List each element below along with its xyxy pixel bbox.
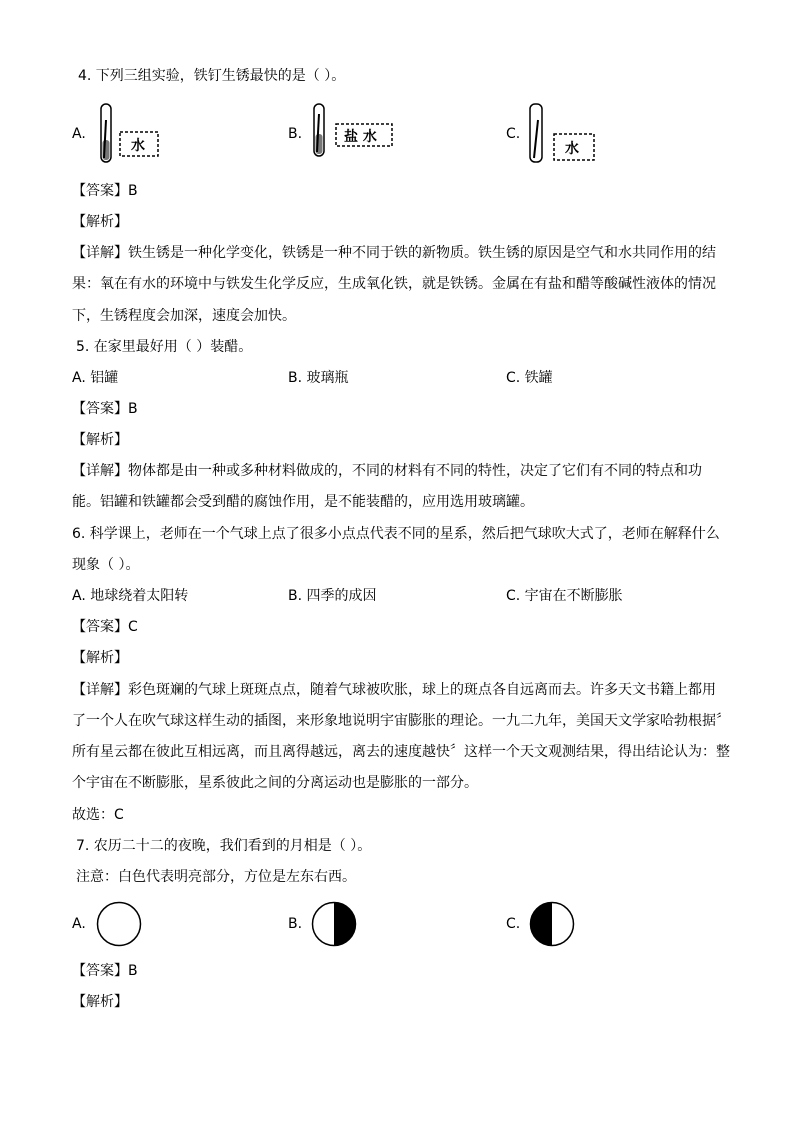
q4-option-b-figure bbox=[308, 100, 398, 162]
q7-option-c-letter: C. bbox=[506, 916, 521, 932]
q6-stem-line-1: 6. 科学课上，老师在一个气球上点了很多小点点代表不同的星系，然后把气球吹大式了，老师在解释什么 bbox=[72, 526, 720, 542]
q6-detail-line-3: 所有星云都在彼此互相远离，而且离得越远，离去的速度越快〞这样一个天文观测结果，得出结论认为：整 bbox=[72, 744, 730, 760]
q6-option-b: B. 四季的成因 bbox=[288, 588, 377, 604]
q4-detail-line-3: 下，生锈程度会加深，速度会加快。 bbox=[72, 308, 296, 324]
q6-analysis: 【解析】 bbox=[72, 650, 128, 666]
q4-stem: 4. 下列三组实验，铁钉生锈最快的是（ ）。 bbox=[78, 68, 346, 84]
q6-detail-line-1: 【详解】彩色斑斓的气球上斑斑点点，随着气球被吹胀，球上的斑点各自远离而去。许多天文书籍上都用 bbox=[72, 682, 716, 698]
q4-option-a-figure bbox=[96, 100, 162, 168]
q4-option-b-letter: B. bbox=[288, 126, 303, 142]
moon-right-dark-icon bbox=[310, 900, 358, 948]
q6-stem-line-2: 现象（ ）。 bbox=[72, 557, 140, 573]
q5-option-a: A. 铝罐 bbox=[72, 370, 119, 386]
q4-option-c-figure bbox=[524, 100, 598, 166]
q6-detail-line-2: 了一个人在吹气球这样生动的插图，来形象地说明宇宙膨胀的理论。一九二九年，美国天文学家哈勃根据〞 bbox=[72, 713, 730, 729]
q5-analysis: 【解析】 bbox=[72, 432, 128, 448]
q4-analysis: 【解析】 bbox=[72, 214, 128, 230]
q4-option-a-letter: A. bbox=[72, 126, 86, 142]
moon-full-icon bbox=[95, 900, 143, 948]
q6-answer: 【答案】C bbox=[72, 619, 138, 635]
q4-detail-line-1: 【详解】铁生锈是一种化学变化，铁锈是一种不同于铁的新物质。铁生锈的原因是空气和水共同作用的结 bbox=[72, 245, 716, 261]
q7-option-b-letter: B. bbox=[288, 916, 303, 932]
q4-answer: 【答案】B bbox=[72, 183, 138, 199]
q4-option-c-letter: C. bbox=[506, 126, 521, 142]
q6-detail-line-4: 个宇宙在不断膨胀，星系彼此之间的分离运动也是膨胀的一部分。 bbox=[72, 775, 478, 791]
q4-c-box-label: 水 bbox=[565, 141, 579, 157]
moon-left-dark-icon bbox=[528, 900, 576, 948]
q7-option-a-letter: A. bbox=[72, 916, 86, 932]
q6-conclusion: 故选：C bbox=[72, 807, 124, 823]
q4-b-box-label: 盐 水 bbox=[344, 129, 377, 145]
q5-stem: 5. 在家里最好用（ ）装醋。 bbox=[76, 339, 253, 355]
q4-a-box-label: 水 bbox=[131, 138, 145, 154]
q7-answer: 【答案】B bbox=[72, 963, 138, 979]
q6-option-a: A. 地球绕着太阳转 bbox=[72, 588, 189, 604]
q5-detail-line-1: 【详解】物体都是由一种或多种材料做成的，不同的材料有不同的特性，决定了它们有不同的特点和功 bbox=[72, 463, 702, 479]
q6-option-c: C. 宇宙在不断膨胀 bbox=[506, 588, 623, 604]
q5-option-c: C. 铁罐 bbox=[506, 370, 553, 386]
q5-option-b: B. 玻璃瓶 bbox=[288, 370, 349, 386]
q7-stem: 7. 农历二十二的夜晚，我们看到的月相是（ ）。 bbox=[76, 838, 372, 854]
q5-answer: 【答案】B bbox=[72, 401, 138, 417]
q7-note: 注意：白色代表明亮部分，方位是左东右西。 bbox=[76, 869, 356, 885]
q4-detail-line-2: 果：氧在有水的环境中与铁发生化学反应，生成氧化铁，就是铁锈。金属在有盐和醋等酸碱性液体的情况 bbox=[72, 276, 716, 292]
q7-analysis: 【解析】 bbox=[72, 994, 128, 1010]
q5-detail-line-2: 能。铝罐和铁罐都会受到醋的腐蚀作用，是不能装醋的，应用选用玻璃罐。 bbox=[72, 494, 534, 510]
